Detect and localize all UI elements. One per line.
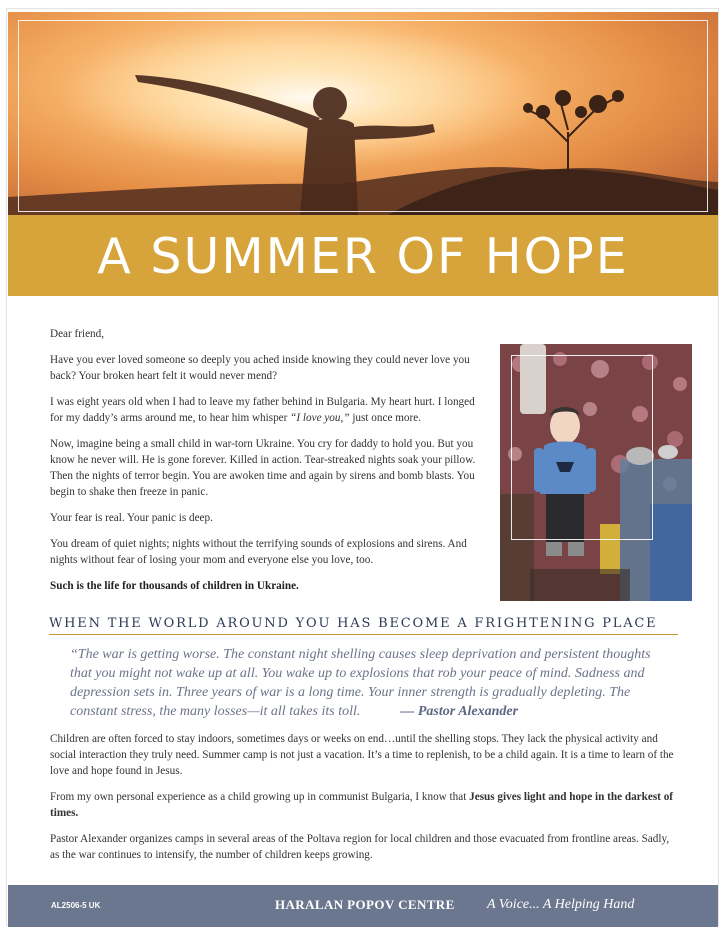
hero-image xyxy=(8,12,718,215)
photo-frame xyxy=(511,355,653,540)
paragraph-5: You dream of quiet nights; nights without the terrifying sounds of explosions and sirens. And nights without fear of losing your mom and everyone else you love, too. xyxy=(50,538,467,566)
paragraph-6-bold: Such is the life for thousands of children in Ukraine. xyxy=(50,580,299,592)
section-heading: WHEN THE WORLD AROUND YOU HAS BECOME A FRIGHTENING PLACE xyxy=(49,616,658,631)
child-photo xyxy=(500,344,692,601)
letter-body xyxy=(50,326,488,604)
paragraph-7: Children are often forced to stay indoors, sometimes days or weeks on end…until the shelling stops. They lack the physical activity and social interaction they truly need. Summer camp is not just a vacation. It’s a time to replenish, to be a child again. It is a time to learn of the love and hope found in Jesus. xyxy=(50,733,674,777)
paragraph-1: Have you ever loved someone so deeply you ached inside knowing they could never love you back? Your broken heart felt it would never mend? xyxy=(50,354,470,382)
page-title: A SUMMER OF HOPE xyxy=(97,228,629,285)
appeal-code: AL2506-5 UK xyxy=(51,901,101,910)
paragraph-3: Now, imagine being a small child in war-torn Ukraine. You cry for daddy to hold you. But you know he never will. He is gone forever. Killed in action. Tear-streaked nights soak your pillow. Then the nights of terror begin. You are awoken time and again by sirens and bomb blasts. You begin to shake then freeze in panic. xyxy=(50,438,476,498)
tagline: A Voice... A Helping Hand xyxy=(487,897,635,912)
hero-frame xyxy=(18,20,708,212)
paragraph-8 xyxy=(50,789,675,821)
paragraph-2-end: just once more. xyxy=(349,412,421,424)
paragraph-8-bold: Jesus gives light and hope in the darkest of times. xyxy=(50,791,674,819)
paragraph-4: Your fear is real. Your panic is deep. xyxy=(50,512,213,524)
quote-text: “The war is getting worse. The constant night shelling causes sleep deprivation and persistent thoughts that you might not wake up at all. You wake up to explosions that rob your peace of mind. Sadness and depression sets in. Three years of war is a long time. Your inner strength is gradually depleting. The constant stress, the many losses—it all takes its toll. xyxy=(70,647,651,719)
paragraph-6 xyxy=(50,578,488,594)
paragraph-2 xyxy=(50,394,488,426)
title-band xyxy=(8,215,718,296)
pastor-quote xyxy=(70,645,670,721)
quote-author: — Pastor Alexander xyxy=(400,704,519,719)
salutation: Dear friend, xyxy=(50,328,105,340)
footer-bar xyxy=(8,885,718,927)
letter-body-continued xyxy=(50,731,675,873)
organization-name: HARALAN POPOV CENTRE xyxy=(275,897,455,912)
love-quote: “I love you,” xyxy=(290,412,350,424)
paragraph-9: Pastor Alexander organizes camps in several areas of the Poltava region for local children and those evacuated from frontline areas. Sadly, as the war continues to intensify, the number of children keeps growing. xyxy=(50,833,670,861)
paragraph-8-text: From my own personal experience as a child growing up in communist Bulgaria, I know that xyxy=(50,791,470,803)
section-divider xyxy=(49,634,678,635)
paragraph-2-text: I was eight years old when I had to leave my father behind in Bulgaria. My heart hurt. I longed for my daddy’s arms around me, to hear him whisper xyxy=(50,396,475,424)
